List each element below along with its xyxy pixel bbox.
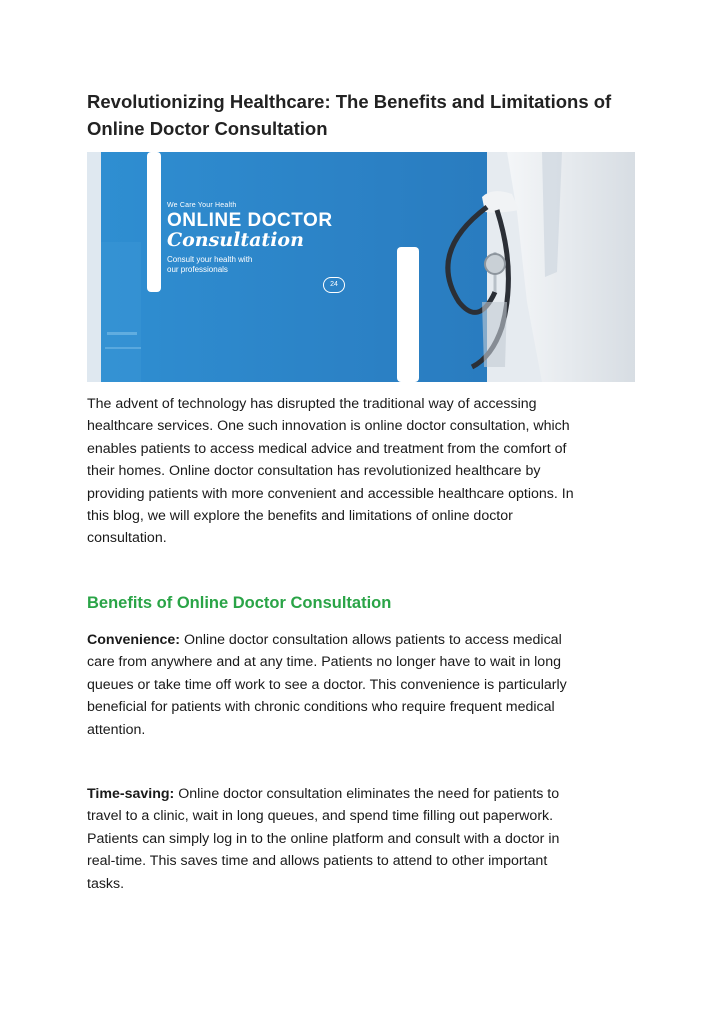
intro-paragraph xyxy=(87,393,627,550)
hero-subtext-line-2: our professionals xyxy=(167,265,228,274)
time-saving-paragraph xyxy=(87,783,627,895)
white-bar-left xyxy=(147,152,161,292)
left-white-strip xyxy=(87,152,101,382)
convenience-line: queues or take time off work to see a doctor. This convenience is particularly xyxy=(87,676,567,693)
intro-line: this blog, we will explore the benefits and limitations of online doctor xyxy=(87,508,513,525)
hero-text-block xyxy=(167,202,333,275)
white-bar-right xyxy=(397,247,419,382)
time-saving-line: real-time. This saves time and allows patients to attend to other important xyxy=(87,853,548,870)
intro-line: consultation. xyxy=(87,530,167,547)
intro-line: their homes. Online doctor consultation has revolutionized healthcare by xyxy=(87,463,541,480)
hero-headline: ONLINE DOCTOR xyxy=(167,210,333,231)
convenience-label: Convenience: xyxy=(87,632,181,648)
time-saving-label: Time-saving: xyxy=(87,786,175,802)
title-line-2: Online Doctor Consultation xyxy=(87,118,328,139)
benefits-heading: Benefits of Online Doctor Consultation xyxy=(87,594,392,612)
time-saving-line: tasks. xyxy=(87,875,125,892)
convenience-line: care from anywhere and at any time. Patients no longer have to wait in long xyxy=(87,654,561,671)
hero-tagline: We Care Your Health xyxy=(167,202,237,209)
intro-line: enables patients to access medical advice and treatment from the comfort of xyxy=(87,440,567,457)
time-saving-line: Online doctor consultation eliminates the need for patients to xyxy=(174,786,560,802)
stethoscope-chestpiece xyxy=(485,254,505,274)
24-hour-badge-icon: 24 xyxy=(323,277,345,293)
hero-subtext xyxy=(167,255,287,275)
convenience-line: attention. xyxy=(87,721,146,738)
convenience-paragraph xyxy=(87,629,627,741)
convenience-line: beneficial for patients with chronic conditions who require frequent medical xyxy=(87,699,555,716)
hero-subtext-line-1: Consult your health with xyxy=(167,255,253,264)
convenience-line: Online doctor consultation allows patients to access medical xyxy=(180,632,562,648)
hero-image xyxy=(87,152,635,382)
intro-line: The advent of technology has disrupted the traditional way of accessing xyxy=(87,396,537,412)
intro-line: healthcare services. One such innovation is online doctor consultation, which xyxy=(87,418,570,435)
time-saving-line: travel to a clinic, wait in long queues, and spend time filling out paperwork. xyxy=(87,808,554,825)
intro-line: providing patients with more convenient and accessible healthcare options. In xyxy=(87,485,574,502)
title-line-1: Revolutionizing Healthcare: The Benefits and Limitations of xyxy=(87,91,612,112)
time-saving-line: Patients can simply log in to the online platform and consult with a doctor in xyxy=(87,830,560,847)
page-title xyxy=(87,88,635,142)
hero-script-text: Consultation xyxy=(167,229,304,251)
